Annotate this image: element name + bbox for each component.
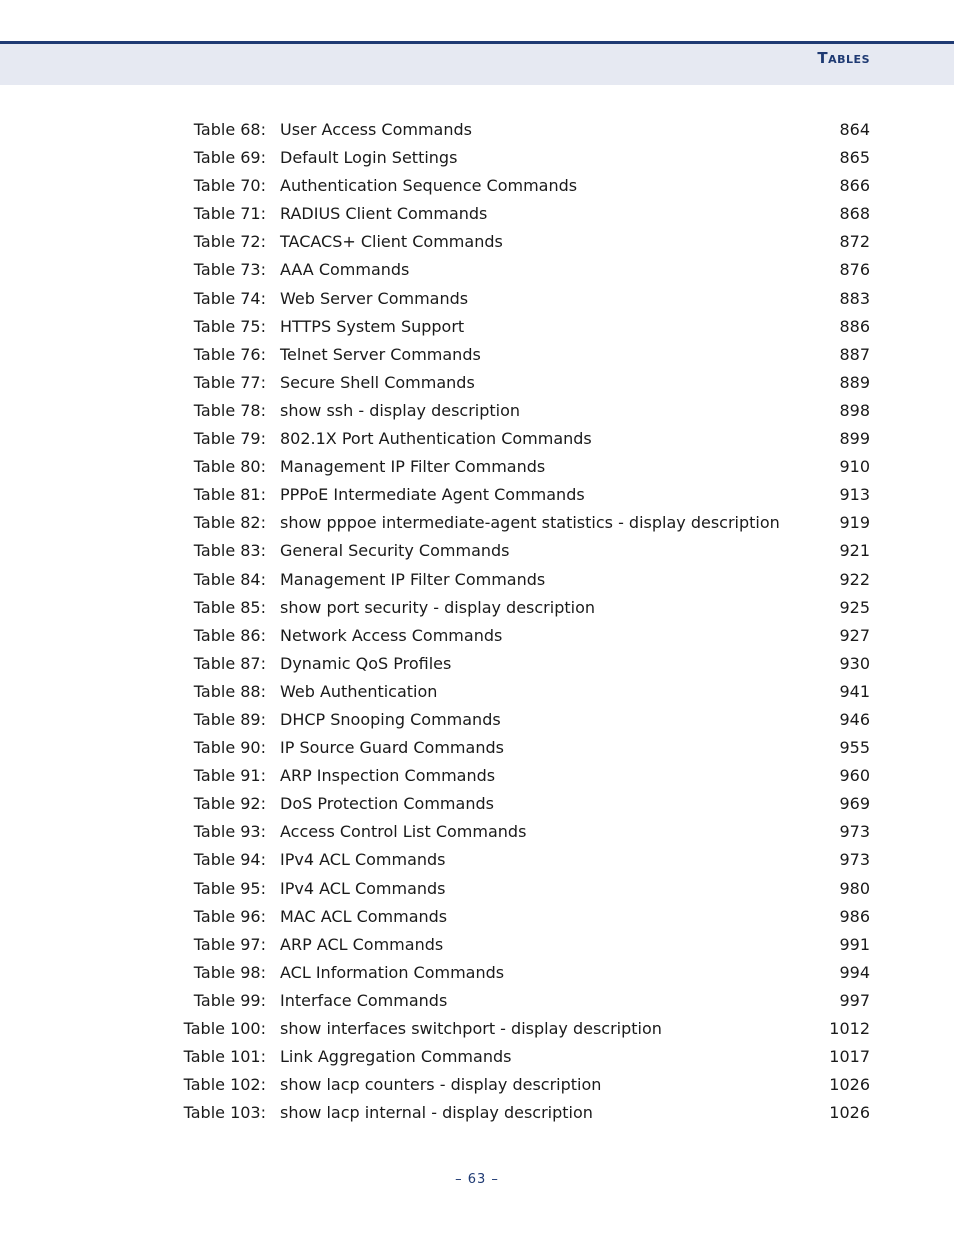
toc-entry-title[interactable]: Default Login Settings — [280, 148, 458, 168]
toc-entry-label: Table 82: — [193, 513, 266, 533]
toc-entry-page[interactable]: 899 — [839, 429, 870, 449]
toc-entry-title[interactable]: DHCP Snooping Commands — [280, 709, 501, 729]
toc-entry[interactable] — [0, 369, 954, 397]
toc-entry-label: Table 81: — [193, 485, 266, 505]
toc-entry-page[interactable]: 922 — [839, 569, 870, 589]
toc-entry[interactable] — [0, 846, 954, 874]
toc-entry-page[interactable]: 872 — [839, 232, 870, 252]
toc-entry-label: Table 85: — [193, 597, 266, 617]
toc-entry-title[interactable]: ARP ACL Commands — [280, 934, 444, 954]
toc-entry-label: Table 101: — [183, 1047, 266, 1067]
toc-entry-label: Table 94: — [193, 850, 266, 870]
toc-entry[interactable] — [0, 678, 954, 706]
toc-entry-title[interactable]: Access Control List Commands — [280, 822, 527, 842]
toc-entry[interactable] — [0, 341, 954, 369]
toc-entry-title[interactable]: IPv4 ACL Commands — [280, 850, 446, 870]
toc-entry-title[interactable]: HTTPS System Support — [280, 316, 465, 336]
toc-entry-label: Table 86: — [193, 625, 266, 645]
toc-entry[interactable] — [0, 790, 954, 818]
toc-entry-page[interactable]: 919 — [839, 513, 870, 533]
toc-entry-page[interactable]: 994 — [839, 962, 870, 982]
toc-entry-label: Table 71: — [193, 204, 266, 224]
toc-entry-page[interactable]: 986 — [839, 906, 870, 926]
toc-entry-label: Table 91: — [193, 766, 266, 786]
toc-entry-page[interactable]: 969 — [839, 794, 870, 814]
toc-entry-label: Table 97: — [193, 934, 266, 954]
toc-entry-page[interactable]: 955 — [839, 738, 870, 758]
toc-entry[interactable] — [0, 256, 954, 284]
toc-entry[interactable] — [0, 313, 954, 341]
toc-entry-label: Table 90: — [193, 738, 266, 758]
toc-entry-label: Table 74: — [193, 288, 266, 308]
toc-entry-title[interactable]: IPv4 ACL Commands — [280, 878, 446, 898]
toc-entry-title[interactable]: Network Access Commands — [280, 625, 503, 645]
toc-entry-page[interactable]: 980 — [839, 878, 870, 898]
toc-entry-title[interactable]: Dynamic QoS Profiles — [280, 653, 452, 673]
toc-entry-page[interactable]: 946 — [839, 709, 870, 729]
toc-entry-page[interactable]: 925 — [839, 597, 870, 617]
toc-entry-label: Table 69: — [193, 148, 266, 168]
toc-entry-page[interactable]: 927 — [839, 625, 870, 645]
toc-entry-title[interactable]: User Access Commands — [280, 120, 472, 139]
toc-entry-label: Table 77: — [193, 372, 266, 392]
toc-entry-page[interactable]: 1017 — [829, 1047, 870, 1067]
toc-entry-title[interactable]: IP Source Guard Commands — [280, 738, 504, 758]
toc-entry-label: Table 84: — [193, 569, 266, 589]
toc-entry-title[interactable]: MAC ACL Commands — [280, 906, 448, 926]
toc-entry-label: Table 102: — [183, 1075, 266, 1095]
toc-entry-title[interactable]: TACACS+ Client Commands — [280, 232, 503, 252]
toc-entry[interactable] — [0, 762, 954, 790]
toc-entry-title[interactable]: RADIUS Client Commands — [280, 204, 488, 224]
toc-entry-page[interactable]: 1012 — [829, 1019, 870, 1038]
toc-entry-page[interactable]: 960 — [839, 766, 870, 786]
toc-entry-label: Table 80: — [193, 457, 266, 477]
toc-entry[interactable] — [0, 987, 954, 1015]
toc-entry-page[interactable]: 991 — [839, 934, 870, 954]
toc-entry-page[interactable]: 886 — [839, 316, 870, 336]
toc-entry[interactable] — [0, 650, 954, 678]
toc-entry-title[interactable]: Management IP Filter Commands — [280, 569, 546, 589]
toc-entry[interactable] — [0, 706, 954, 734]
toc-entry-title[interactable]: ARP Inspection Commands — [280, 766, 496, 786]
toc-entry-label: Table 79: — [193, 429, 266, 449]
toc-entry-label: Table 89: — [193, 709, 266, 729]
page-number: – 63 – — [455, 1172, 499, 1187]
toc-entry[interactable] — [0, 931, 954, 959]
toc-entry-title[interactable]: General Security Commands — [280, 541, 510, 561]
toc-entry[interactable] — [0, 481, 954, 509]
toc-entry[interactable] — [0, 594, 954, 622]
toc-entry-page[interactable]: 898 — [839, 400, 870, 420]
toc-entry-label: Table 88: — [193, 681, 266, 701]
toc-entry-title[interactable]: AAA Commands — [280, 260, 410, 280]
toc-entry[interactable] — [0, 1043, 954, 1071]
toc-entry-page[interactable]: 864 — [839, 120, 870, 139]
toc-entry-label: Table 68: — [193, 120, 266, 139]
toc-entry-title[interactable]: Web Authentication — [280, 681, 438, 701]
toc-entry-title[interactable]: Interface Commands — [280, 990, 448, 1010]
toc-entry[interactable] — [0, 509, 954, 537]
toc-entry[interactable] — [0, 734, 954, 762]
toc-entry-page[interactable]: 973 — [839, 850, 870, 870]
toc-entry-title[interactable]: show port security - display description — [280, 597, 596, 617]
toc-entry-label: Table 75: — [193, 316, 266, 336]
toc-entry-label: Table 95: — [193, 878, 266, 898]
toc-entry[interactable] — [0, 228, 954, 256]
toc-entry-title[interactable]: show lacp counters - display description — [280, 1075, 602, 1095]
toc-entry[interactable] — [0, 875, 954, 903]
toc-entry-label: Table 103: — [183, 1103, 266, 1123]
toc-entry-label: Table 73: — [193, 260, 266, 280]
toc-entry[interactable] — [0, 285, 954, 313]
toc-entry[interactable] — [0, 818, 954, 846]
toc-entry-label: Table 70: — [193, 176, 266, 196]
toc-entry-label: Table 98: — [193, 962, 266, 982]
toc-entry-label: Table 96: — [193, 906, 266, 926]
toc-entry-title[interactable]: show ssh - display description — [280, 400, 521, 420]
toc-entry[interactable] — [0, 622, 954, 650]
toc-entry-page[interactable]: 973 — [839, 822, 870, 842]
toc-entry-title[interactable]: Link Aggregation Commands — [280, 1047, 512, 1067]
toc-entry[interactable] — [0, 1015, 954, 1043]
toc-entry-page[interactable]: 1026 — [829, 1103, 870, 1123]
toc-entry-title[interactable]: show interfaces switchport - display description — [280, 1019, 662, 1038]
toc-entry-page[interactable]: 876 — [839, 260, 870, 280]
toc-entry-label: Table 72: — [193, 232, 266, 252]
toc-entry-page[interactable]: 910 — [839, 457, 870, 477]
toc-entry[interactable] — [0, 172, 954, 200]
toc-entry-label: Table 83: — [193, 541, 266, 561]
toc-entry-title[interactable]: Telnet Server Commands — [280, 344, 481, 364]
toc-entry-title[interactable]: show pppoe intermediate-agent statistics - display description — [280, 513, 780, 533]
toc-entry-title[interactable]: DoS Protection Commands — [280, 794, 494, 814]
toc-entry-page[interactable]: 887 — [839, 344, 870, 364]
toc-entry[interactable] — [0, 537, 954, 565]
toc-entry[interactable] — [0, 959, 954, 987]
toc-entry[interactable] — [0, 425, 954, 453]
toc-entry-page[interactable]: 865 — [839, 148, 870, 168]
toc-entry[interactable] — [0, 144, 954, 172]
toc-entry-page[interactable]: 889 — [839, 372, 870, 392]
toc-entry-page[interactable]: 868 — [839, 204, 870, 224]
toc-entry-label: Table 76: — [193, 344, 266, 364]
header-title: Tables — [817, 49, 870, 67]
toc-entry[interactable] — [0, 397, 954, 425]
page-header — [0, 41, 954, 85]
toc-entry-page[interactable]: 1026 — [829, 1075, 870, 1095]
toc-entry-label: Table 78: — [193, 400, 266, 420]
toc-entry-page[interactable]: 941 — [839, 681, 870, 701]
toc-entry[interactable] — [0, 116, 954, 144]
toc-entry-label: Table 87: — [193, 653, 266, 673]
toc-entry-title[interactable]: PPPoE Intermediate Agent Commands — [280, 485, 585, 505]
toc-entry-title[interactable]: 802.1X Port Authentication Commands — [280, 429, 592, 449]
toc-entry[interactable] — [0, 453, 954, 481]
toc-entry-title[interactable]: Web Server Commands — [280, 288, 469, 308]
toc-entry-title[interactable]: Management IP Filter Commands — [280, 457, 546, 477]
toc-entry[interactable] — [0, 1099, 954, 1127]
toc-entry-label: Table 93: — [193, 822, 266, 842]
toc-entry-title[interactable]: Authentication Sequence Commands — [280, 176, 578, 196]
toc-entry-page[interactable]: 997 — [839, 990, 870, 1010]
toc-entry-title[interactable]: Secure Shell Commands — [280, 372, 475, 392]
toc-entry[interactable] — [0, 903, 954, 931]
toc-entry-page[interactable]: 930 — [839, 653, 870, 673]
toc-entry-title[interactable]: show lacp internal - display description — [280, 1103, 593, 1123]
toc-entry-page[interactable]: 913 — [839, 485, 870, 505]
toc-entry-page[interactable]: 866 — [839, 176, 870, 196]
toc-entry-page[interactable]: 883 — [839, 288, 870, 308]
toc-entry-label: Table 92: — [193, 794, 266, 814]
toc-entry[interactable] — [0, 200, 954, 228]
toc-entry[interactable] — [0, 566, 954, 594]
toc-entry-label: Table 100: — [183, 1019, 266, 1038]
toc-entry-title[interactable]: ACL Information Commands — [280, 962, 505, 982]
toc-entry-label: Table 99: — [193, 990, 266, 1010]
table-of-tables — [0, 116, 954, 1127]
toc-entry-page[interactable]: 921 — [839, 541, 870, 561]
toc-entry[interactable] — [0, 1071, 954, 1099]
